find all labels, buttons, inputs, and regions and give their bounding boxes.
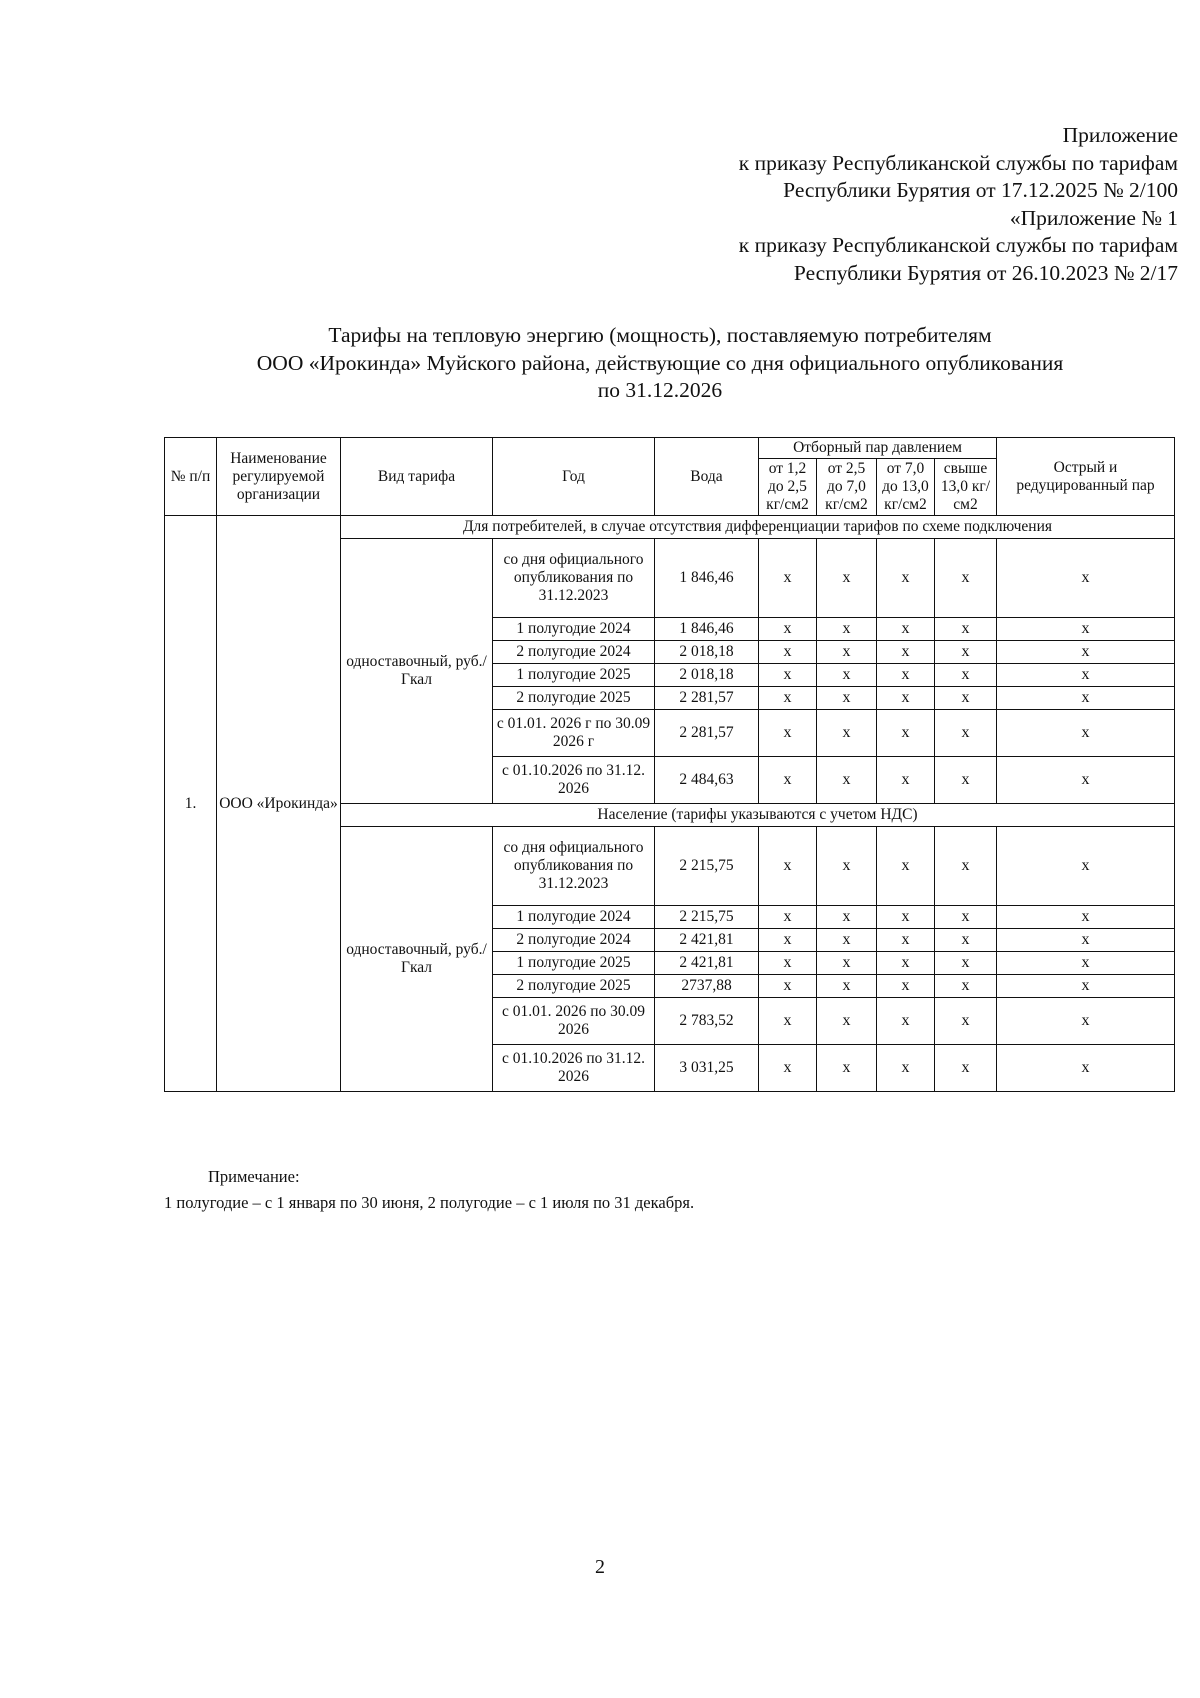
header-year: Год xyxy=(493,438,655,516)
x-mark: х xyxy=(877,952,935,975)
water-value: 3 031,25 xyxy=(655,1045,759,1092)
x-mark: х xyxy=(997,998,1175,1045)
x-mark: х xyxy=(997,952,1175,975)
water-value: 2 215,75 xyxy=(655,906,759,929)
x-mark: х xyxy=(935,539,997,618)
organization-name: ООО «Ирокинда» xyxy=(217,516,341,1092)
water-value: 2 783,52 xyxy=(655,998,759,1045)
x-mark: х xyxy=(759,998,817,1045)
x-mark: х xyxy=(997,618,1175,641)
x-mark: х xyxy=(935,757,997,804)
header-line: «Приложение № 1 xyxy=(1009,205,1178,230)
x-mark: х xyxy=(935,687,997,710)
document-title xyxy=(160,322,1160,405)
period: 2 полугодие 2024 xyxy=(493,929,655,952)
x-mark: х xyxy=(759,757,817,804)
x-mark: х xyxy=(877,710,935,757)
x-mark: х xyxy=(935,952,997,975)
x-mark: х xyxy=(997,687,1175,710)
x-mark: х xyxy=(817,710,877,757)
x-mark: х xyxy=(817,998,877,1045)
x-mark: х xyxy=(817,757,877,804)
x-mark: х xyxy=(877,975,935,998)
footnote xyxy=(164,1164,694,1216)
x-mark: х xyxy=(935,975,997,998)
x-mark: х xyxy=(817,539,877,618)
header-line: Республики Бурятия от 26.10.2023 № 2/17 xyxy=(793,260,1178,285)
period: 1 полугодие 2025 xyxy=(493,952,655,975)
x-mark: х xyxy=(817,664,877,687)
x-mark: х xyxy=(759,710,817,757)
x-mark: х xyxy=(817,952,877,975)
header-num: № п/п xyxy=(165,438,217,516)
x-mark: х xyxy=(759,952,817,975)
x-mark: х xyxy=(997,757,1175,804)
x-mark: х xyxy=(759,539,817,618)
x-mark: х xyxy=(759,687,817,710)
x-mark: х xyxy=(997,975,1175,998)
header-sharp-steam: Острый и редуцированный пар xyxy=(997,438,1175,516)
x-mark: х xyxy=(759,975,817,998)
x-mark: х xyxy=(759,1045,817,1092)
period: 2 полугодие 2024 xyxy=(493,641,655,664)
header-steam-4: свыше 13,0 кг/см2 xyxy=(935,459,997,516)
header-steam-3: от 7,0 до 13,0 кг/см2 xyxy=(877,459,935,516)
water-value: 2737,88 xyxy=(655,975,759,998)
x-mark: х xyxy=(877,618,935,641)
header-steam-2: от 2,5 до 7,0 кг/см2 xyxy=(817,459,877,516)
group-label-consumers: Для потребителей, в случае отсутствия дифференциации тарифов по схеме подключения xyxy=(341,516,1175,539)
period: со дня официального опубликования по 31.12.2023 xyxy=(493,539,655,618)
title-line: по 31.12.2026 xyxy=(597,378,723,402)
x-mark: х xyxy=(935,1045,997,1092)
x-mark: х xyxy=(997,641,1175,664)
water-value: 2 281,57 xyxy=(655,710,759,757)
x-mark: х xyxy=(817,827,877,906)
period: 1 полугодие 2024 xyxy=(493,618,655,641)
x-mark: х xyxy=(997,539,1175,618)
period: с 01.10.2026 по 31.12. 2026 xyxy=(493,757,655,804)
x-mark: х xyxy=(997,1045,1175,1092)
header-steam-1: от 1,2 до 2,5 кг/см2 xyxy=(759,459,817,516)
title-line: Тарифы на тепловую энергию (мощность), поставляемую потребителям xyxy=(328,323,992,347)
x-mark: х xyxy=(817,687,877,710)
period: с 01.10.2026 по 31.12. 2026 xyxy=(493,1045,655,1092)
footnote-title: Примечание: xyxy=(208,1167,300,1186)
page-number: 2 xyxy=(595,1556,605,1578)
x-mark: х xyxy=(759,618,817,641)
title-line: ООО «Ирокинда» Муйского района, действующие со дня официального опубликования xyxy=(256,350,1064,375)
x-mark: х xyxy=(935,710,997,757)
x-mark: х xyxy=(997,929,1175,952)
x-mark: х xyxy=(817,618,877,641)
x-mark: х xyxy=(997,664,1175,687)
x-mark: х xyxy=(877,998,935,1045)
x-mark: х xyxy=(877,906,935,929)
x-mark: х xyxy=(877,539,935,618)
water-value: 2 484,63 xyxy=(655,757,759,804)
water-value: 2 281,57 xyxy=(655,687,759,710)
header-water: Вода xyxy=(655,438,759,516)
x-mark: х xyxy=(935,929,997,952)
x-mark: х xyxy=(877,1045,935,1092)
period: 1 полугодие 2024 xyxy=(493,906,655,929)
water-value: 1 846,46 xyxy=(655,618,759,641)
x-mark: х xyxy=(759,641,817,664)
x-mark: х xyxy=(935,641,997,664)
period: с 01.01. 2026 г по 30.09 2026 г xyxy=(493,710,655,757)
x-mark: х xyxy=(935,827,997,906)
x-mark: х xyxy=(935,618,997,641)
tariff-type: одноставочный, руб./Гкал xyxy=(341,539,493,804)
x-mark: х xyxy=(759,929,817,952)
x-mark: х xyxy=(759,664,817,687)
x-mark: х xyxy=(877,641,935,664)
x-mark: х xyxy=(877,827,935,906)
x-mark: х xyxy=(877,929,935,952)
header-org: Наименование регулируемой организации xyxy=(217,438,341,516)
water-value: 2 215,75 xyxy=(655,827,759,906)
appendix-header xyxy=(739,122,1178,287)
water-value: 2 018,18 xyxy=(655,664,759,687)
header-line: Республики Бурятия от 17.12.2025 № 2/100 xyxy=(783,178,1178,202)
x-mark: х xyxy=(817,906,877,929)
tariff-table xyxy=(164,437,1175,1092)
row-number: 1. xyxy=(165,516,217,1092)
footnote-text: 1 полугодие – с 1 января по 30 июня, 2 полугодие – с 1 июля по 31 декабря. xyxy=(164,1193,695,1212)
x-mark: х xyxy=(997,827,1175,906)
x-mark: х xyxy=(877,664,935,687)
period: 2 полугодие 2025 xyxy=(493,975,655,998)
period: с 01.01. 2026 по 30.09 2026 xyxy=(493,998,655,1045)
water-value: 2 421,81 xyxy=(655,952,759,975)
x-mark: х xyxy=(935,664,997,687)
x-mark: х xyxy=(817,975,877,998)
header-line: к приказу Республиканской службы по тарифам xyxy=(738,233,1178,257)
x-mark: х xyxy=(997,710,1175,757)
x-mark: х xyxy=(877,757,935,804)
header-steam-group: Отборный пар давлением xyxy=(759,438,997,459)
x-mark: х xyxy=(759,906,817,929)
x-mark: х xyxy=(935,906,997,929)
tariff-type: одноставочный, руб./Гкал xyxy=(341,827,493,1092)
period: 2 полугодие 2025 xyxy=(493,687,655,710)
x-mark: х xyxy=(817,929,877,952)
period: 1 полугодие 2025 xyxy=(493,664,655,687)
header-line: к приказу Республиканской службы по тарифам xyxy=(738,150,1178,175)
period: со дня официального опубликования по 31.12.2023 xyxy=(493,827,655,906)
water-value: 2 421,81 xyxy=(655,929,759,952)
x-mark: х xyxy=(997,906,1175,929)
water-value: 1 846,46 xyxy=(655,539,759,618)
x-mark: х xyxy=(817,641,877,664)
x-mark: х xyxy=(759,827,817,906)
water-value: 2 018,18 xyxy=(655,641,759,664)
group-label-population: Население (тарифы указываются с учетом НДС) xyxy=(341,804,1175,827)
x-mark: х xyxy=(877,687,935,710)
x-mark: х xyxy=(817,1045,877,1092)
header-line: Приложение xyxy=(1062,123,1178,147)
x-mark: х xyxy=(935,998,997,1045)
header-tariff-type: Вид тарифа xyxy=(341,438,493,516)
